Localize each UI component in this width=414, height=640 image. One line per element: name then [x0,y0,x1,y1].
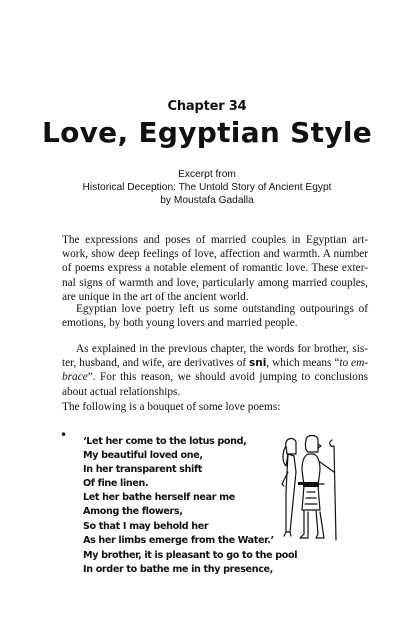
poem-line: In her transparent shift [83,464,203,476]
paragraph-1 [62,233,368,304]
paragraph-2 [62,302,368,330]
text-line: about actual relationships. [62,385,181,398]
quote-embrace-part2: brace [62,371,88,384]
poem-line: My beautiful loved one, [83,450,203,462]
poem-line: As her limbs emerge from the Water.’ [83,534,274,546]
text-line: nal signs of warmth and love, particularly among married couples, [62,276,368,289]
text-line: As explained in the previous chapter, the words for brother, sis- [76,343,368,355]
egyptian-couple-icon [274,432,354,544]
paragraph-4 [62,400,368,414]
text-line [62,356,368,370]
poem-line: Of fine linen. [83,478,149,490]
bullet-icon: • [60,428,68,442]
poem-line: ‘Let her come to the lotus pond, [83,436,247,447]
egyptian-word-sni: sni [249,357,267,370]
poem-line: In order to bathe me in thy presence, [83,564,273,576]
text-line: of poems express a notable element of romantic love. These exter- [62,262,368,275]
excerpt-book-title: Historical Deception: The Untold Story of Ancient Egypt [82,182,332,193]
text-line: are unique in the art of the ancient world. [62,290,249,303]
text-line: emotions, by both young lovers and married people. [62,317,298,330]
text-segment: ”. For this reason, we should avoid jumping to conclusions [87,371,368,384]
text-segment: ter, husband, and wife, are derivatives of [62,357,250,370]
text-line [62,370,368,384]
excerpt-credit [0,168,414,207]
poem-line: So that I may behold her [83,520,209,532]
text-line: The expressions and poses of married couples in Egyptian art- [62,234,368,246]
text-segment: , which means “ [266,357,340,370]
text-line: The following is a bouquet of some love poems: [62,401,281,413]
text-line: Egyptian love poetry left us some outstanding outpourings of [76,303,368,315]
excerpt-author: by Moustafa Gadalla [160,195,254,206]
text-line: work, show deep feelings of love, affection and warmth. A number [62,248,368,261]
egyptian-couple-drawing [274,432,354,544]
quote-embrace-part1: to em- [339,357,368,370]
poem-2 [83,549,297,577]
chapter-title: Love, Egyptian Style [41,116,373,149]
chapter-label: Chapter 34 [167,99,247,114]
poem-line: My brother, it is pleasant to go to the pool [83,550,298,561]
excerpt-line: Excerpt from [178,169,236,180]
paragraph-3 [62,342,368,399]
poem-line: Let her bathe herself near me [83,492,235,504]
poem-1 [83,435,274,548]
poem-line: Among the flowers, [83,506,183,518]
